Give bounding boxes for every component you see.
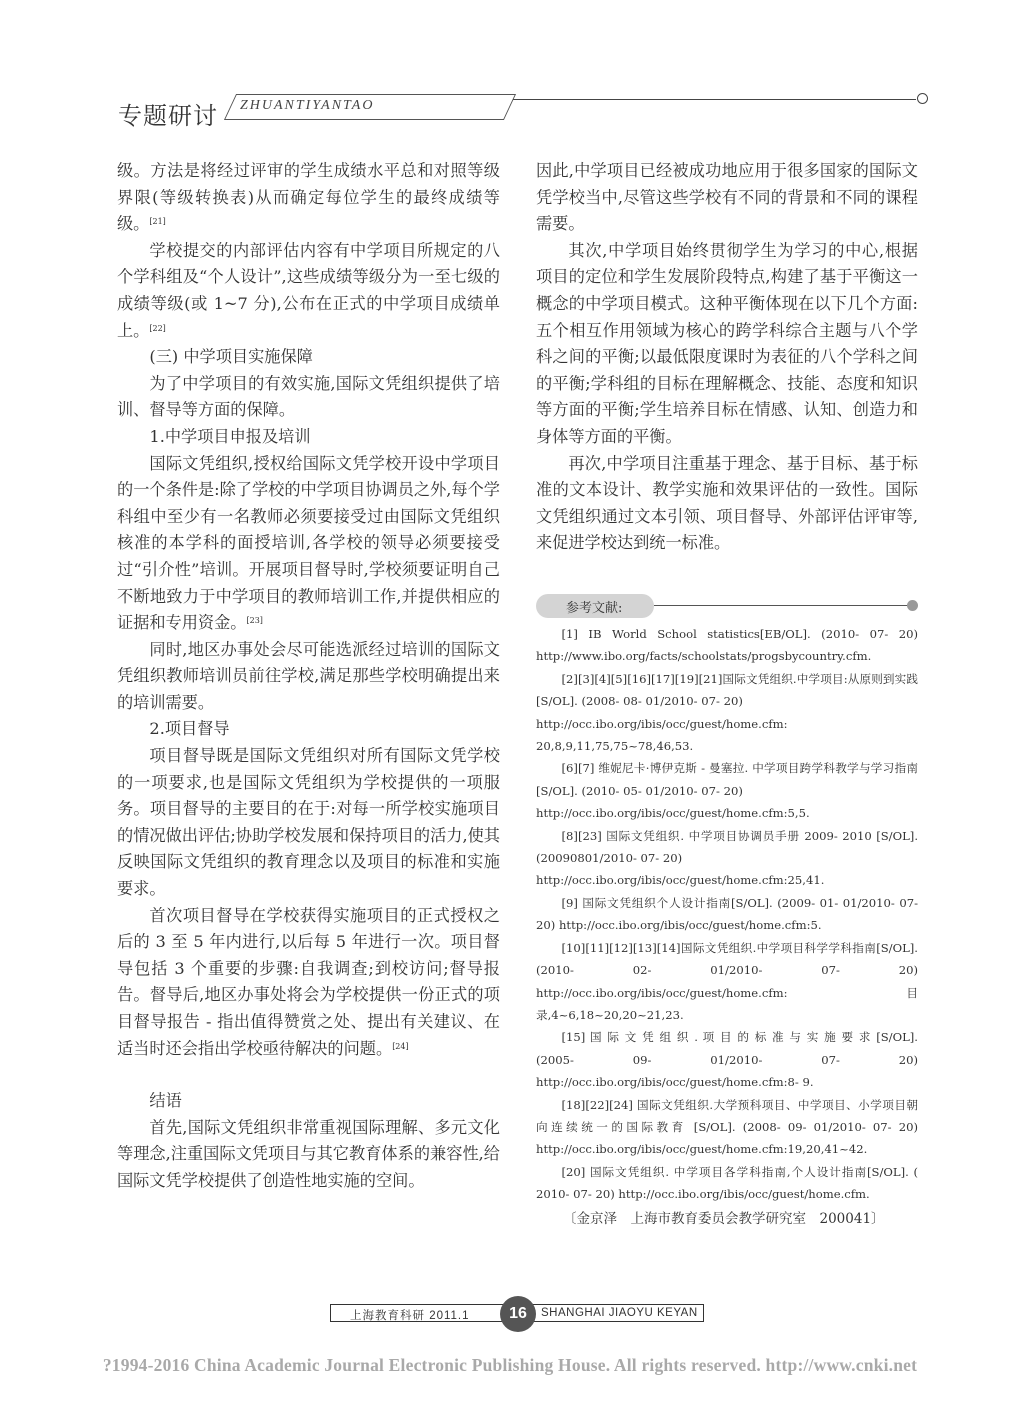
reference-item: [15] 国 际 文 凭 组 织 . 项 目 的 标 准 与 实 施 要 求 [S/OL]. (2005- 09- 01/2010- 07- 20) http://occ.ibo.org/ibis/occ/guest/home.cfm:8- 9. — [536, 1030, 918, 1090]
author-affiliation: 〔金京泽 上海市教育委员会教学研究室 200041〕 — [563, 1210, 885, 1227]
page-footer — [330, 1302, 704, 1326]
body-paragraph — [117, 344, 500, 371]
paragraph-text: 项目督导既是国际文凭组织对所有国际文凭学校的一项要求,也是国际文凭组织为学校提供的一项服务。项目督导的主要目的在于:对每一所学校实施项目的情况做出评估;协助学校发展和保持项目的活力,使其反映国际文凭组织的教育理念以及项目的标准和实施要求。 — [117, 746, 500, 899]
body-paragraph — [117, 238, 500, 344]
journal-name-en: SHANGHAI JIAOYU KEYAN — [541, 1307, 698, 1319]
body-paragraph — [117, 716, 500, 743]
section-title: 专题研讨 — [118, 102, 218, 130]
reference-item: [6][7] 维妮尼卡·博伊克斯 - 曼塞拉. 中学项目跨学科教学与学习指南[S/OL]. (2010- 05- 01/2010- 07- 20) — [536, 761, 918, 798]
paragraph-text: 国际文凭组织,授权给国际文凭学校开设中学项目的一个条件是:除了学校的中学项目协调员之外,每个学科组中至少有一名教师必须要接受过由国际文凭组织核准的本学科的面授培训,各学校的领导必须要接受过“引介性”培训。开展项目督导时,学校须要证明自己不断地致力于中学项目的教师培训工作,并提供相应的证据和专用资金。 — [117, 453, 500, 633]
citation-marker: [21] — [149, 217, 166, 227]
body-paragraph — [117, 451, 500, 637]
section-pinyin: ZHUANTIYANTAO — [240, 98, 375, 113]
references-list — [536, 623, 918, 1230]
paragraph-text: 结语 — [149, 1091, 182, 1111]
references-heading-ball — [907, 600, 918, 611]
reference-item: [8][23] 国际文凭组织. 中学项目协调员手册 2009- 2010 [S/OL]. (20090801/2010- 07- 20) — [536, 828, 918, 866]
reference-item: 20,8,9,11,75,75~78,46,53. — [536, 739, 694, 754]
body-paragraph — [117, 637, 500, 717]
citation-marker: [24] — [392, 1041, 409, 1051]
header-rule-end-circle — [917, 93, 928, 104]
reference-item: [10][11][12][13][14]国际文凭组织.中学项目科学学科指南[S/OL]. (2010- 02- 01/2010- 07- 20) http://occ.ibo.org/ibis/occ/guest/home.cfm:目录,4~6,18~20,20~21,23. — [536, 940, 918, 1022]
paragraph-text: 同时,地区办事处会尽可能选派经过培训的国际文凭组织教师培训员前往学校,满足那些学校明确提出来的培训需要。 — [117, 639, 500, 712]
reference-item: http://occ.ibo.org/ibis/occ/guest/home.cfm:5,5. — [536, 806, 810, 821]
body-paragraph: 再次,中学项目注重基于理念、基于目标、基于标准的文本设计、教学实施和效果评估的一致性。国际文凭组织通过文本引领、项目督导、外部评估评审等,来促进学校达到统一标准。 — [536, 453, 918, 553]
paragraph-text: 学校提交的内部评估内容有中学项目所规定的八个学科组及“个人设计”,这些成绩等级分为一至七级的成绩等级(或 1~7 分),公布在正式的中学项目成绩单上。 — [117, 240, 500, 340]
references-heading — [536, 594, 918, 618]
citation-marker: [22] — [149, 323, 166, 333]
journal-name-cn: 上海教育科研 2011.1 — [350, 1310, 470, 1322]
body-paragraph — [117, 743, 500, 903]
paragraph-text: 2.项目督导 — [149, 719, 230, 739]
references-heading-label: 参考文献: — [566, 601, 623, 616]
reference-item: [18][22][24] 国际文凭组织.大学预科项目、中学项目、小学项目朝向连续统一的国际教育 [S/OL]. (2008- 09- 01/2010- 07- 20) http://occ.ibo.org/ibis/occ/guest/home.cfm:19,20,41~42. — [536, 1097, 918, 1157]
paragraph-text: 1.中学项目申报及培训 — [149, 426, 311, 446]
body-paragraph — [117, 371, 500, 424]
reference-item: [20] 国际文凭组织. 中学项目各学科指南,个人设计指南[S/OL]. ( 2010- 07- 20) http://occ.ibo.org/ibis/occ/guest/home.cfm. — [536, 1164, 918, 1202]
citation-marker: [23] — [246, 616, 263, 626]
reference-item: [9] 国际文凭组织个人设计指南[S/OL]. (2009- 01- 01/2010- 07- 20) http://occ.ibo.org/ibis/occ/guest/home.cfm:5. — [536, 895, 918, 933]
right-column — [536, 158, 918, 557]
body-paragraph: 其次,中学项目始终贯彻学生为学习的中心,根据项目的定位和学生发展阶段特点,构建了基于平衡这一概念的中学项目模式。这种平衡体现在以下几个方面:五个相互作用领域为核心的跨学科综合主题与八个学科之间的平衡;以最低限度课时为表征的八个学科之间的平衡;学科组的目标在理解概念、技能、态度和知识等方面的平衡;学生培养目标在情感、认知、创造力和身体等方面的平衡。 — [536, 240, 918, 446]
references-heading-rule — [654, 605, 912, 606]
body-paragraph: 因此,中学项目已经被成功地应用于很多国家的国际文凭学校当中,尽管这些学校有不同的背景和不同的课程需要。 — [536, 161, 918, 234]
reference-item: [1] IB World School statistics[EB/OL]. (2010- 07- 20) http://www.ibo.org/facts/schoolstats/progsbycountry.cfm. — [536, 627, 918, 664]
page-header — [118, 92, 928, 130]
paragraph-text: 首次项目督导在学校获得实施项目的正式授权之后的 3 至 5 年内进行,以后每 5 年进行一次。项目督导包括 3 个重要的步骤:自我调查;到校访问;督导报告。督导后,地区办事处将会为学校提供一份正式的项目督导报告 - 指出值得赞赏之处、提出有关建议、在适当时还会指出学校亟待解决的问题。 — [117, 905, 500, 1058]
paragraph-text: 为了中学项目的有效实施,国际文凭组织提供了培训、督导等方面的保障。 — [117, 373, 500, 420]
header-rule — [513, 99, 916, 100]
body-paragraph — [117, 1088, 500, 1115]
body-paragraph — [117, 424, 500, 451]
body-paragraph — [117, 903, 500, 1063]
reference-item: [2][3][4][5][16][17][19][21]国际文凭组织.中学项目:从原则到实践[S/OL]. (2008- 08- 01/2010- 07- 20) — [536, 671, 918, 709]
paragraph-gap — [117, 1062, 500, 1088]
copyright-notice: ?1994-2016 China Academic Journal Electronic Publishing House. All rights reserved. http://www.cnki.net — [102, 1355, 918, 1375]
paragraph-text: (三) 中学项目实施保障 — [149, 347, 313, 367]
body-paragraph — [117, 158, 500, 238]
references-heading-pill — [536, 594, 654, 618]
page-number: 16 — [500, 1296, 536, 1332]
reference-item: http://occ.ibo.org/ibis/occ/guest/home.cfm: — [536, 716, 788, 731]
paragraph-text: 级。方法是将经过评审的学生成绩水平总和对照等级界限(等级转换表)从而确定每位学生的最终成绩等级。 — [117, 161, 500, 234]
body-paragraph — [117, 1115, 500, 1195]
paragraph-text: 首先,国际文凭组织非常重视国际理解、多元文化等理念,注重国际文凭项目与其它教育体系的兼容性,给国际文凭学校提供了创造性地实施的空间。 — [117, 1117, 500, 1190]
reference-item: http://occ.ibo.org/ibis/occ/guest/home.cfm:25,41. — [536, 873, 825, 888]
left-column — [117, 158, 500, 1195]
